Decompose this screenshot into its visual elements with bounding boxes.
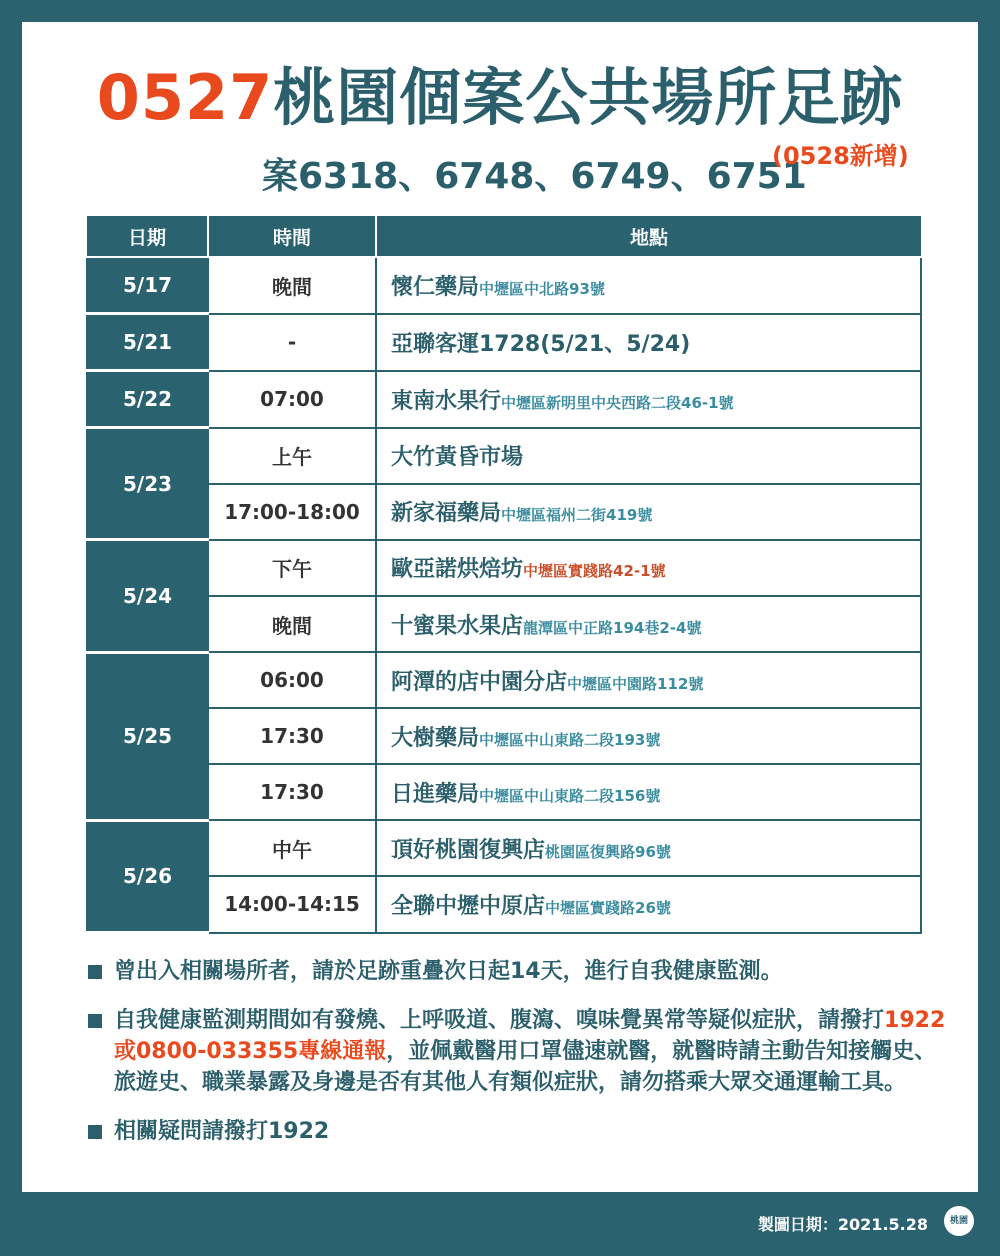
time-cell: 晚間 (208, 596, 376, 652)
title-main: 桃園個案公共場所足跡 (273, 61, 904, 134)
time-cell: 上午 (208, 428, 376, 484)
square-bullet-icon (88, 965, 102, 979)
new-added-tag: (0528新增) (772, 142, 909, 170)
taoyuan-seal-icon: 桃園 (944, 1206, 974, 1236)
time-cell: 14:00-14:15 (208, 876, 376, 932)
table-row (87, 596, 921, 652)
place-cell (376, 484, 921, 540)
table-row (87, 314, 921, 371)
place-name: 十蜜果水果店 (391, 613, 524, 639)
square-bullet-icon (88, 1125, 102, 1139)
place-address: 中壢區福州二街419號 (501, 506, 653, 525)
place-address: 中壢區實踐路42-1號 (523, 562, 666, 581)
note-text: 相關疑問請撥打1922 (114, 1119, 330, 1144)
notes-section (86, 956, 946, 1165)
place-name: 東南水果行 (391, 388, 502, 414)
time-cell: 17:30 (208, 764, 376, 820)
place-cell (376, 820, 921, 876)
note-symptoms (86, 1005, 946, 1098)
time-cell: 下午 (208, 540, 376, 596)
place-cell (376, 708, 921, 764)
place-cell (376, 257, 921, 314)
place-name: 大竹黃昏市場 (391, 445, 524, 471)
date-cell: 5/22 (87, 371, 208, 428)
place-address: 中壢區實踐路26號 (545, 898, 671, 917)
time-cell: 06:00 (208, 652, 376, 708)
place-name: 全聯中壢中原店 (391, 893, 546, 919)
chart-date: 製圖日期：2021.5.28 (757, 1215, 928, 1234)
footprint-table (86, 216, 922, 934)
table-row (87, 820, 921, 876)
table-row (87, 708, 921, 764)
place-cell (376, 596, 921, 652)
time-cell: 17:00-18:00 (208, 484, 376, 540)
date-cell: 5/25 (87, 652, 208, 820)
place-address: 中壢區中園路112號 (567, 674, 704, 693)
date-cell: 5/17 (87, 257, 208, 314)
time-cell: 晚間 (208, 257, 376, 314)
square-bullet-icon (88, 1014, 102, 1028)
time-cell: 07:00 (208, 371, 376, 428)
date-cell: 5/24 (87, 540, 208, 652)
place-cell (376, 540, 921, 596)
note-monitoring (86, 956, 946, 987)
place-cell (376, 428, 921, 484)
place-name: 懷仁藥局 (391, 274, 480, 300)
place-name: 大樹藥局 (391, 725, 480, 751)
place-name: 日進藥局 (391, 781, 480, 807)
table-row (87, 540, 921, 596)
hotline-numbers: 1922或0800-033355專線通報 (114, 1008, 946, 1064)
place-name: 歐亞諾烘焙坊 (391, 557, 524, 583)
place-address: 中壢區中山東路二段193號 (479, 730, 661, 749)
table-header-row (87, 216, 921, 257)
header-time: 時間 (208, 216, 376, 257)
note-text: ，並佩戴醫用口罩儘速就醫，就醫時請主動告知接觸史、旅遊史、職業暴露及身邊是否有其他人有類似症狀，請勿搭乘大眾交通運輸工具。 (114, 1039, 937, 1095)
place-name: 阿潭的店中園分店 (391, 669, 568, 695)
place-name: 頂好桃園復興店 (391, 837, 546, 863)
date-cell: 5/21 (87, 314, 208, 371)
time-cell: 17:30 (208, 708, 376, 764)
table-row (87, 484, 921, 540)
title-date: 0527 (96, 61, 274, 134)
page-title (0, 58, 1000, 138)
place-address: 中壢區新明里中央西路二段46-1號 (501, 393, 734, 412)
table-row (87, 257, 921, 314)
header-place: 地點 (376, 216, 921, 257)
table-row (87, 764, 921, 820)
note-inquiry (86, 1116, 946, 1147)
table-row (87, 652, 921, 708)
table-row (87, 428, 921, 484)
table-row (87, 876, 921, 932)
place-cell (376, 314, 921, 371)
place-address: 桃園區復興路96號 (545, 842, 671, 861)
place-address: 中壢區中山東路二段156號 (479, 786, 661, 805)
date-cell: 5/26 (87, 820, 208, 932)
place-cell (376, 371, 921, 428)
place-name: 新家福藥局 (391, 501, 502, 527)
date-cell: 5/23 (87, 428, 208, 540)
table-row (87, 371, 921, 428)
time-cell: 中午 (208, 820, 376, 876)
note-text: 自我健康監測期間如有發燒、上呼吸道、腹瀉、嗅味覺異常等疑似症狀，請撥打 (114, 1008, 885, 1033)
case-numbers: 案6318、6748、6749、6751 (262, 156, 807, 197)
place-address: 龍潭區中正路194巷2-4號 (523, 618, 702, 637)
place-name: 亞聯客運1728(5/21、5/24) (391, 331, 691, 357)
place-address: 中壢區中北路93號 (479, 279, 605, 298)
time-cell: - (208, 314, 376, 371)
place-cell (376, 876, 921, 932)
place-cell (376, 764, 921, 820)
note-text: 曾出入相關場所者，請於足跡重疊次日起14天，進行自我健康監測。 (114, 959, 783, 984)
header-date: 日期 (87, 216, 208, 257)
place-cell (376, 652, 921, 708)
